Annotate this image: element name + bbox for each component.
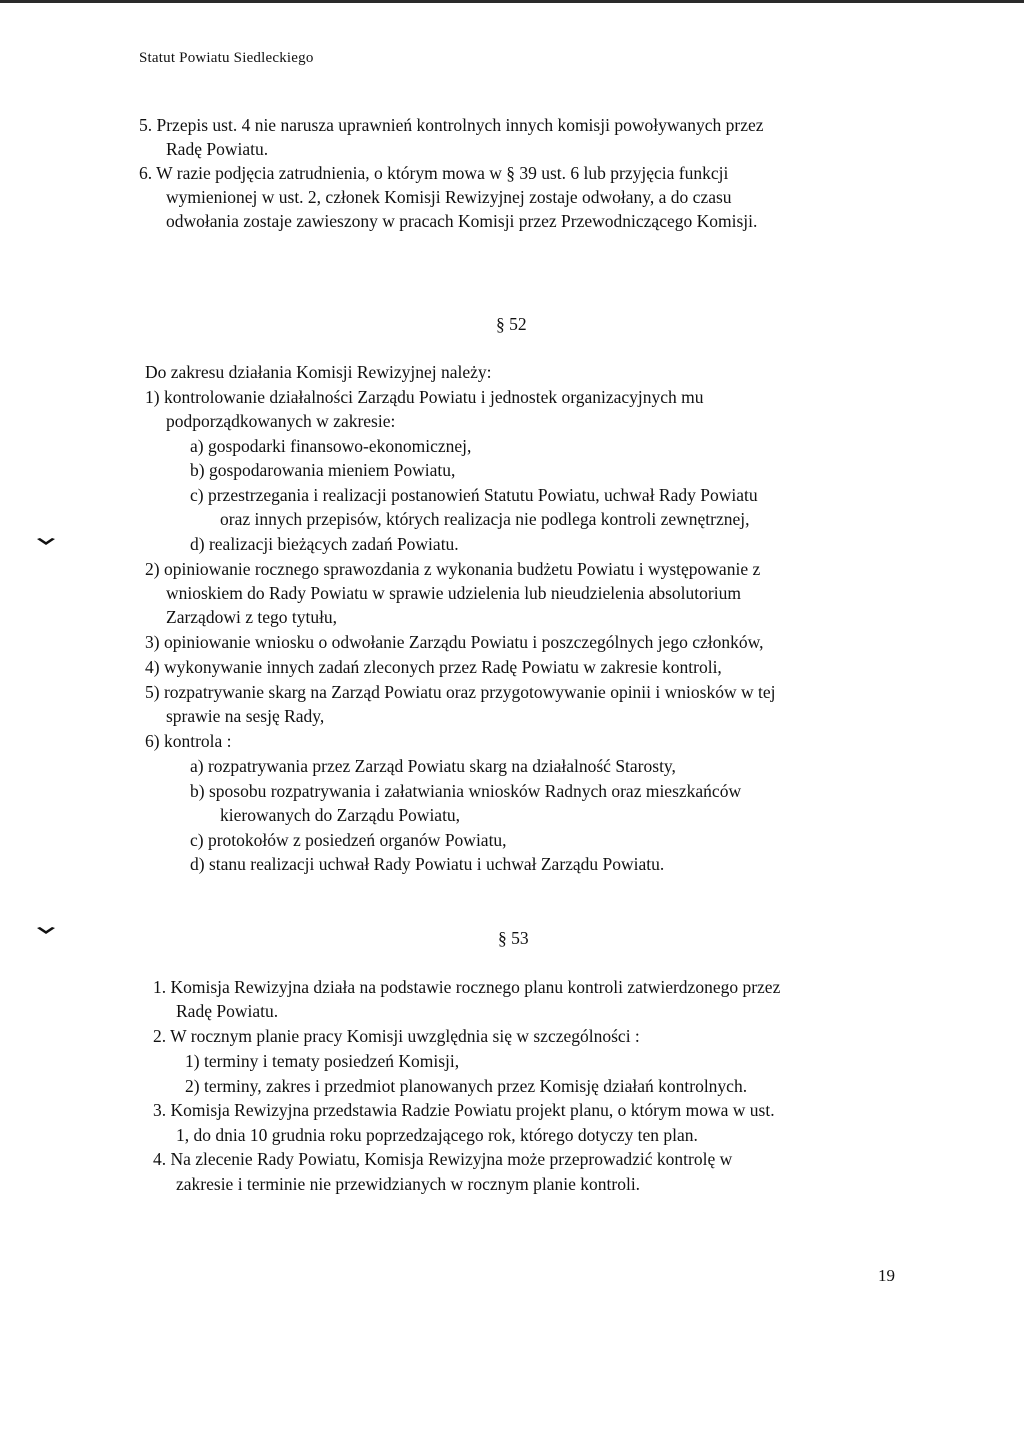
section-52-intro: Do zakresu działania Komisji Rewizyjnej należy: bbox=[145, 362, 492, 382]
s52-point-2-line-3: Zarządowi z tego tytułu, bbox=[166, 607, 338, 627]
running-header: Statut Powiatu Siedleckiego bbox=[139, 50, 314, 66]
s52-point-6-c: c) protokołów z posiedzeń organów Powiatu, bbox=[190, 830, 507, 850]
s53-item-3-line-2: 1, do dnia 10 grudnia roku poprzedzającego rok, którego dotyczy ten plan. bbox=[176, 1125, 698, 1145]
s53-item-4-line-1: 4. Na zlecenie Rady Powiatu, Komisja Rewizyjna może przeprowadzić kontrolę w bbox=[153, 1149, 733, 1169]
s52-point-5-line-2: sprawie na sesję Rady, bbox=[166, 706, 325, 726]
s52-point-3: 3) opiniowanie wniosku o odwołanie Zarządu Powiatu i poszczególnych jego członków, bbox=[145, 632, 764, 652]
s53-item-2-1: 1) terminy i tematy posiedzeń Komisji, bbox=[185, 1051, 460, 1071]
s53-item-1-line-2: Radę Powiatu. bbox=[176, 1001, 279, 1021]
s52-point-4: 4) wykonywanie innych zadań zleconych przez Radę Powiatu w zakresie kontroli, bbox=[145, 657, 722, 677]
s53-item-1-line-1: 1. Komisja Rewizyjna działa na podstawie rocznego planu kontroli zatwierdzonego przez bbox=[153, 977, 781, 997]
section-53-heading: § 53 bbox=[498, 928, 529, 948]
s52-point-5-line-1: 5) rozpatrywanie skarg na Zarząd Powiatu oraz przygotowywanie opinii i wniosków w tej bbox=[145, 682, 776, 702]
s52-point-6-a: a) rozpatrywania przez Zarząd Powiatu skarg na działalność Starosty, bbox=[190, 756, 676, 776]
s52-point-6: 6) kontrola : bbox=[145, 731, 232, 751]
s52-point-1-c-line-1: c) przestrzegania i realizacji postanowień Statutu Powiatu, uchwał Rady Powiatu bbox=[190, 485, 758, 505]
item-6-line-3: odwołania zostaje zawieszony w pracach Komisji przez Przewodniczącego Komisji. bbox=[166, 211, 758, 231]
s52-point-2-line-2: wnioskiem do Rady Powiatu w sprawie udzielenia lub nieudzielenia absolutorium bbox=[166, 583, 741, 603]
s53-item-2-2: 2) terminy, zakres i przedmiot planowanych przez Komisję działań kontrolnych. bbox=[185, 1076, 748, 1096]
s52-point-1-line-1: 1) kontrolowanie działalności Zarządu Powiatu i jednostek organizacyjnych mu bbox=[145, 387, 704, 407]
s52-point-1-d: d) realizacji bieżących zadań Powiatu. bbox=[190, 534, 459, 554]
binding-mark-upper bbox=[36, 537, 56, 547]
item-5-line-1: 5. Przepis ust. 4 nie narusza uprawnień kontrolnych innych komisji powoływanych przez bbox=[139, 115, 764, 135]
scan-top-edge bbox=[0, 0, 1024, 3]
s52-point-2-line-1: 2) opiniowanie rocznego sprawozdania z wykonania budżetu Powiatu i występowanie z bbox=[145, 559, 761, 579]
item-6-line-1: 6. W razie podjęcia zatrudnienia, o którym mowa w § 39 ust. 6 lub przyjęcia funkcji bbox=[139, 163, 729, 183]
s52-point-1-c-line-2: oraz innych przepisów, których realizacja nie podlega kontroli zewnętrznej, bbox=[220, 509, 750, 529]
s53-item-4-line-2: zakresie i terminie nie przewidzianych w rocznym planie kontroli. bbox=[176, 1174, 641, 1194]
s52-point-1-a: a) gospodarki finansowo-ekonomicznej, bbox=[190, 436, 472, 456]
s53-item-3-line-1: 3. Komisja Rewizyjna przedstawia Radzie Powiatu projekt planu, o którym mowa w ust. bbox=[153, 1100, 775, 1120]
s52-point-6-d: d) stanu realizacji uchwał Rady Powiatu i uchwał Zarządu Powiatu. bbox=[190, 854, 665, 874]
s52-point-6-b-line-1: b) sposobu rozpatrywania i załatwiania wniosków Radnych oraz mieszkańców bbox=[190, 781, 742, 801]
s53-item-2: 2. W rocznym planie pracy Komisji uwzględnia się w szczególności : bbox=[153, 1026, 640, 1046]
item-6-line-2: wymienionej w ust. 2, członek Komisji Rewizyjnej zostaje odwołany, a do czasu bbox=[166, 187, 732, 207]
s52-point-1-line-2: podporządkowanych w zakresie: bbox=[166, 411, 396, 431]
s52-point-1-b: b) gospodarowania mieniem Powiatu, bbox=[190, 460, 456, 480]
section-52-heading: § 52 bbox=[496, 314, 527, 334]
binding-mark-lower bbox=[36, 926, 56, 936]
s52-point-6-b-line-2: kierowanych do Zarządu Powiatu, bbox=[220, 805, 461, 825]
page-number: 19 bbox=[878, 1266, 895, 1285]
item-5-line-2: Radę Powiatu. bbox=[166, 139, 269, 159]
